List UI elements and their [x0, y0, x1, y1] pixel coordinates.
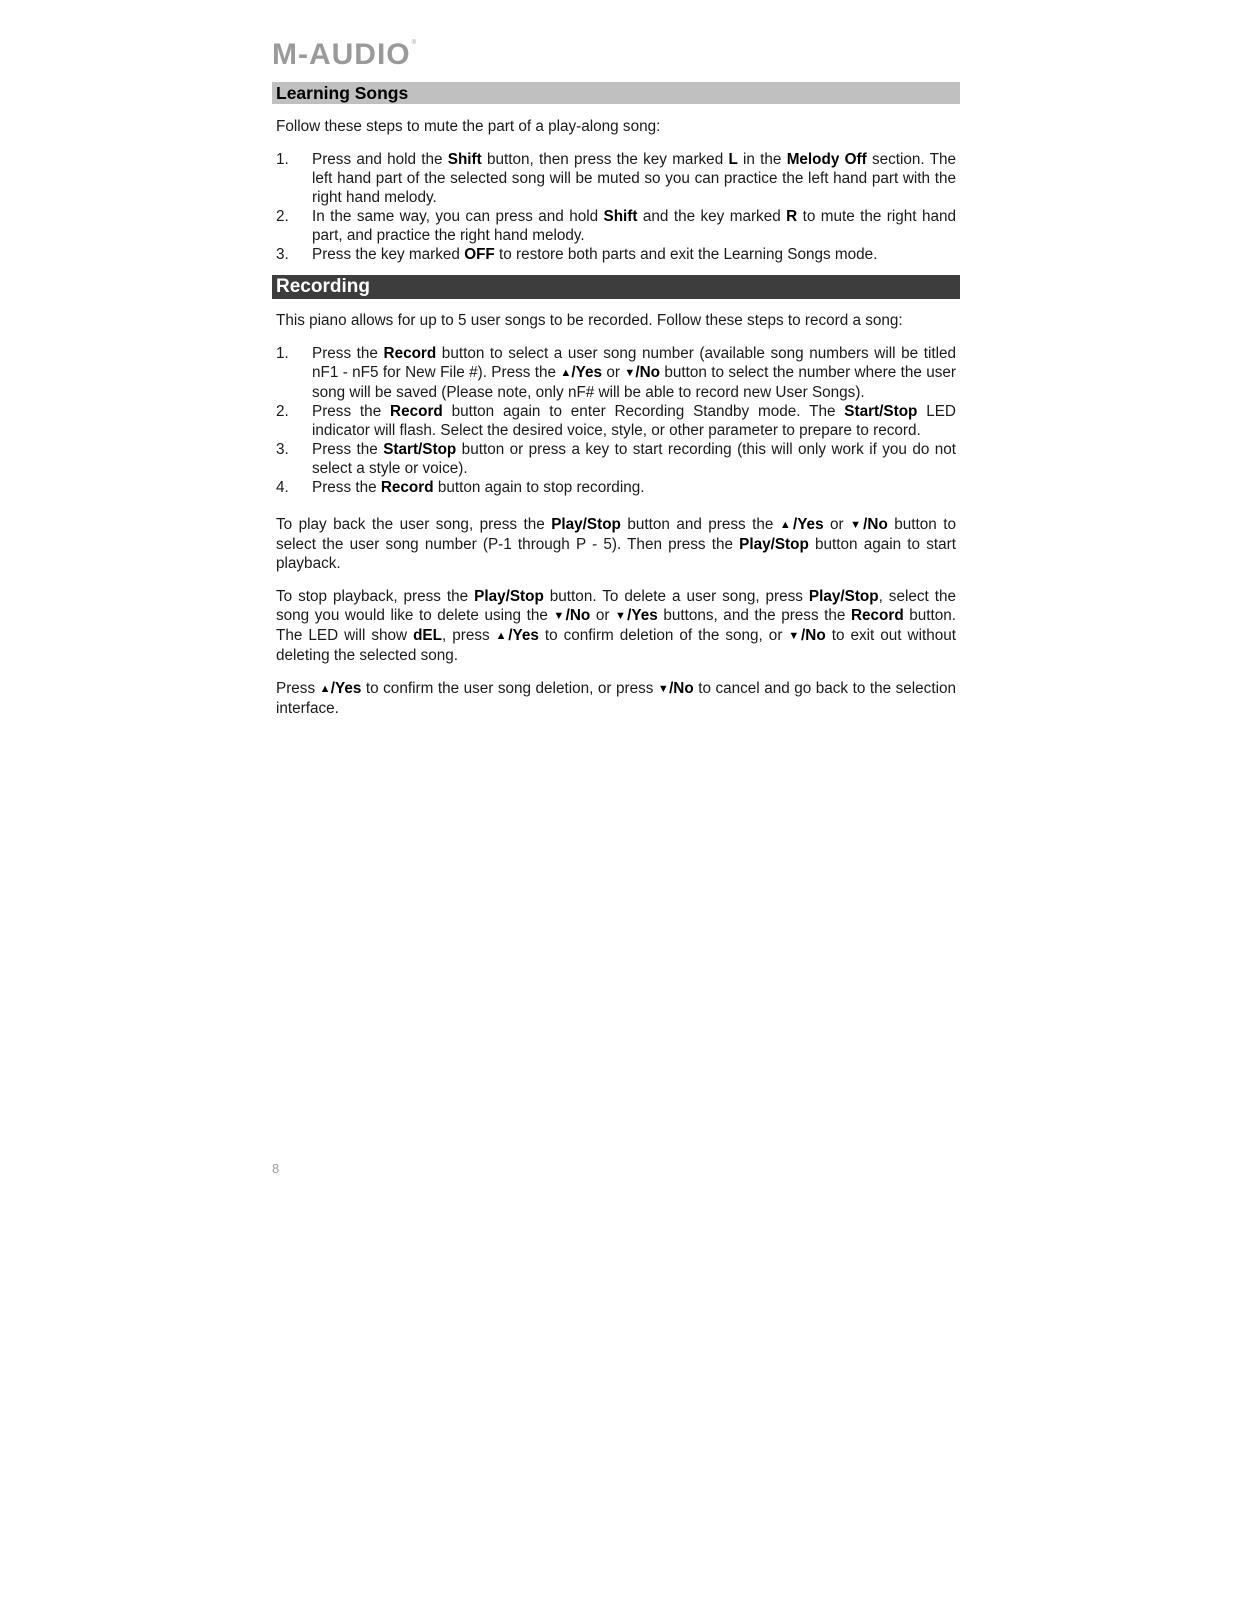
list-item [276, 440, 956, 478]
step-text: Press the Record button to select a user song number (available song numbers will be titled nF1 - nF5 for New File #). Press the ▲/Yes or ▼/No button to select the number where the user song will be saved (Please note, only nF# will be able to record new User Songs). [312, 345, 956, 401]
down-arrow-icon: ▼ [553, 610, 566, 622]
step-text: Press the Record button again to stop recording. [312, 479, 645, 496]
step-number: 1. [276, 345, 289, 362]
list-item [276, 478, 956, 497]
up-arrow-icon: ▲ [319, 683, 331, 695]
section-heading-learning-songs: Learning Songs [272, 82, 960, 104]
step-text: Press the Start/Stop button or press a key to start recording (this will only work if you do not select a style or voice). [312, 441, 956, 477]
step-text: Press the key marked OFF to restore both parts and exit the Learning Songs mode. [312, 246, 878, 263]
step-number: 4. [276, 479, 289, 496]
step-text: Press the Record button again to enter Recording Standby mode. The Start/Stop LED indicator will flash. Select the desired voice, style, or other parameter to prepare to record. [312, 403, 956, 439]
learning-steps-list [272, 150, 960, 264]
down-arrow-icon: ▼ [850, 519, 864, 531]
step-text: Press and hold the Shift button, then press the key marked L in the Melody Off section. The left hand part of the selected song will be muted so you can practice the left hand part with the right hand melody. [312, 151, 956, 206]
page-number: 8 [272, 1161, 280, 1176]
list-item [276, 207, 956, 245]
down-arrow-icon: ▼ [624, 367, 636, 379]
logo-text: M-AUDIO [272, 38, 411, 71]
down-arrow-icon: ▼ [614, 610, 628, 622]
confirm-paragraph: Press ▲/Yes to confirm the user song deletion, or press ▼/No to cancel and go back to the selection interface. [276, 680, 956, 717]
list-item [276, 150, 956, 207]
recording-intro: This piano allows for up to 5 user songs to be recorded. Follow these steps to record a song: [276, 312, 903, 329]
down-arrow-icon: ▼ [788, 630, 802, 642]
list-item [276, 344, 956, 402]
recording-steps-list [272, 344, 960, 497]
up-arrow-icon: ▲ [560, 367, 572, 379]
down-arrow-icon: ▼ [657, 683, 670, 695]
m-audio-logo [272, 40, 417, 70]
registered-mark: ® [411, 40, 418, 46]
step-number: 3. [276, 246, 289, 263]
step-text: In the same way, you can press and hold Shift and the key marked R to mute the right hand part, and practice the right hand melody. [312, 208, 956, 244]
step-number: 2. [276, 403, 289, 420]
section-heading-recording: Recording [272, 275, 960, 299]
page-content [272, 82, 960, 732]
step-number: 3. [276, 441, 289, 458]
learning-intro: Follow these steps to mute the part of a play-along song: [276, 118, 661, 135]
playback-paragraph: To play back the user song, press the Play/Stop button and press the ▲/Yes or ▼/No button to select the user song number (P-1 through P - 5). Then press the Play/Stop button again to start playback. [276, 516, 957, 572]
step-number: 2. [276, 208, 289, 225]
list-item [276, 402, 956, 440]
delete-paragraph: To stop playback, press the Play/Stop button. To delete a user song, press Play/Stop, select the song you would like to delete using the ▼/No or ▼/Yes buttons, and the press the Record button. The LED will show dEL, press ▲/Yes to confirm deletion of the song, or ▼/No to exit out without deleting the selected song. [276, 588, 957, 664]
step-number: 1. [276, 151, 289, 168]
up-arrow-icon: ▲ [495, 630, 509, 642]
list-item [276, 245, 956, 264]
up-arrow-icon: ▲ [779, 519, 793, 531]
